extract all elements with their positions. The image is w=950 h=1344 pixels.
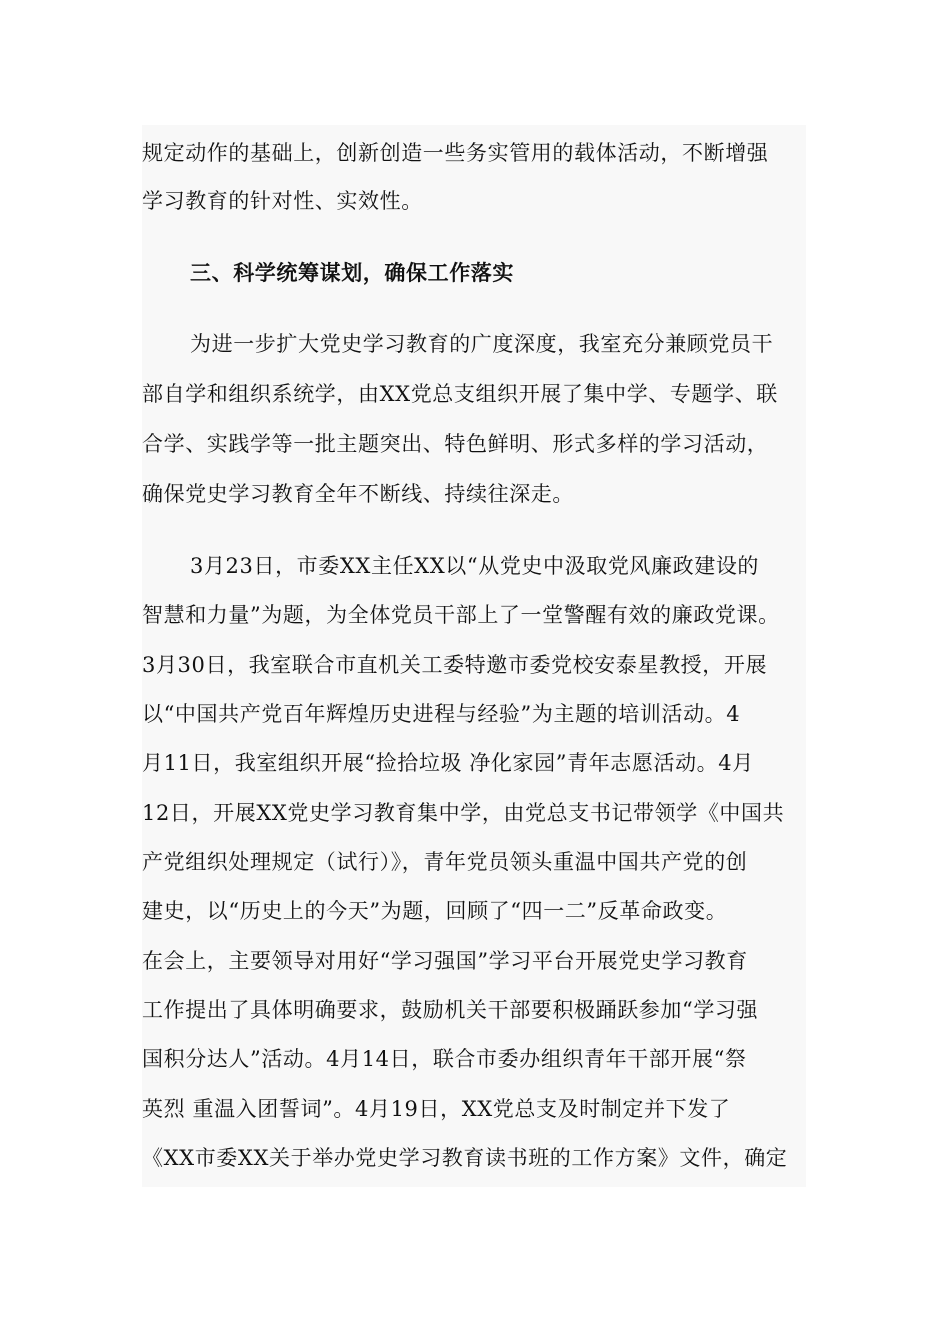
paragraph-line: 合学、实践学等一批主题突出、特色鲜明、形式多样的学习活动， bbox=[142, 432, 769, 456]
paragraph-line: 3月30日，我室联合市直机关工委特邀市委党校安泰星教授，开展 bbox=[142, 653, 768, 677]
paragraph-line: 确保党史学习教育全年不断线、持续往深走。 bbox=[142, 482, 574, 506]
intro-line: 规定动作的基础上，创新创造一些务实管用的载体活动，不断增强 bbox=[142, 141, 769, 165]
paragraph-line: 在会上，主要领导对用好“学习强国”学习平台开展党史学习教育 bbox=[142, 949, 748, 973]
paragraph-line: 部自学和组织系统学，由XX党总支组织开展了集中学、专题学、联 bbox=[142, 382, 778, 406]
paragraph-line: 以“中国共产党百年辉煌历史进程与经验”为主题的培训活动。4 bbox=[142, 702, 741, 726]
paragraph-line: 为进一步扩大党史学习教育的广度深度，我室充分兼顾党员干 bbox=[190, 332, 774, 356]
document-body bbox=[142, 125, 806, 1187]
paragraph-line: 月11日，我室组织开展“捡拾垃圾 净化家园”青年志愿活动。4月 bbox=[142, 751, 754, 775]
paragraph-line: 《XX市委XX关于举办党史学习教育读书班的工作方案》文件，确定 bbox=[142, 1146, 788, 1170]
paragraph-line: 国积分达人”活动。4月14日，联合市委办组织青年干部开展“祭 bbox=[142, 1047, 747, 1071]
intro-line: 学习教育的针对性、实效性。 bbox=[142, 189, 423, 213]
paragraph-line: 智慧和力量”为题，为全体党员干部上了一堂警醒有效的廉政党课。 bbox=[142, 603, 780, 627]
paragraph-line: 12日，开展XX党史学习教育集中学，由党总支书记带领学《中国共 bbox=[142, 801, 785, 825]
paragraph-line: 英烈 重温入团誓词”。4月19日，XX党总支及时制定并下发了 bbox=[142, 1097, 731, 1121]
paragraph-line: 产党组织处理规定（试行）》，青年党员领头重温中国共产党的创 bbox=[142, 850, 748, 874]
paragraph-line: 工作提出了具体明确要求，鼓励机关干部要积极踊跃参加“学习强 bbox=[142, 998, 759, 1022]
section-heading: 三、科学统筹谋划，确保工作落实 bbox=[190, 260, 514, 285]
paragraph-line: 3月23日，市委XX主任XX以“从党史中汲取党风廉政建设的 bbox=[190, 554, 760, 578]
paragraph-line: 建史，以“历史上的今天”为题，回顾了“四一二”反革命政变。 bbox=[142, 899, 728, 923]
